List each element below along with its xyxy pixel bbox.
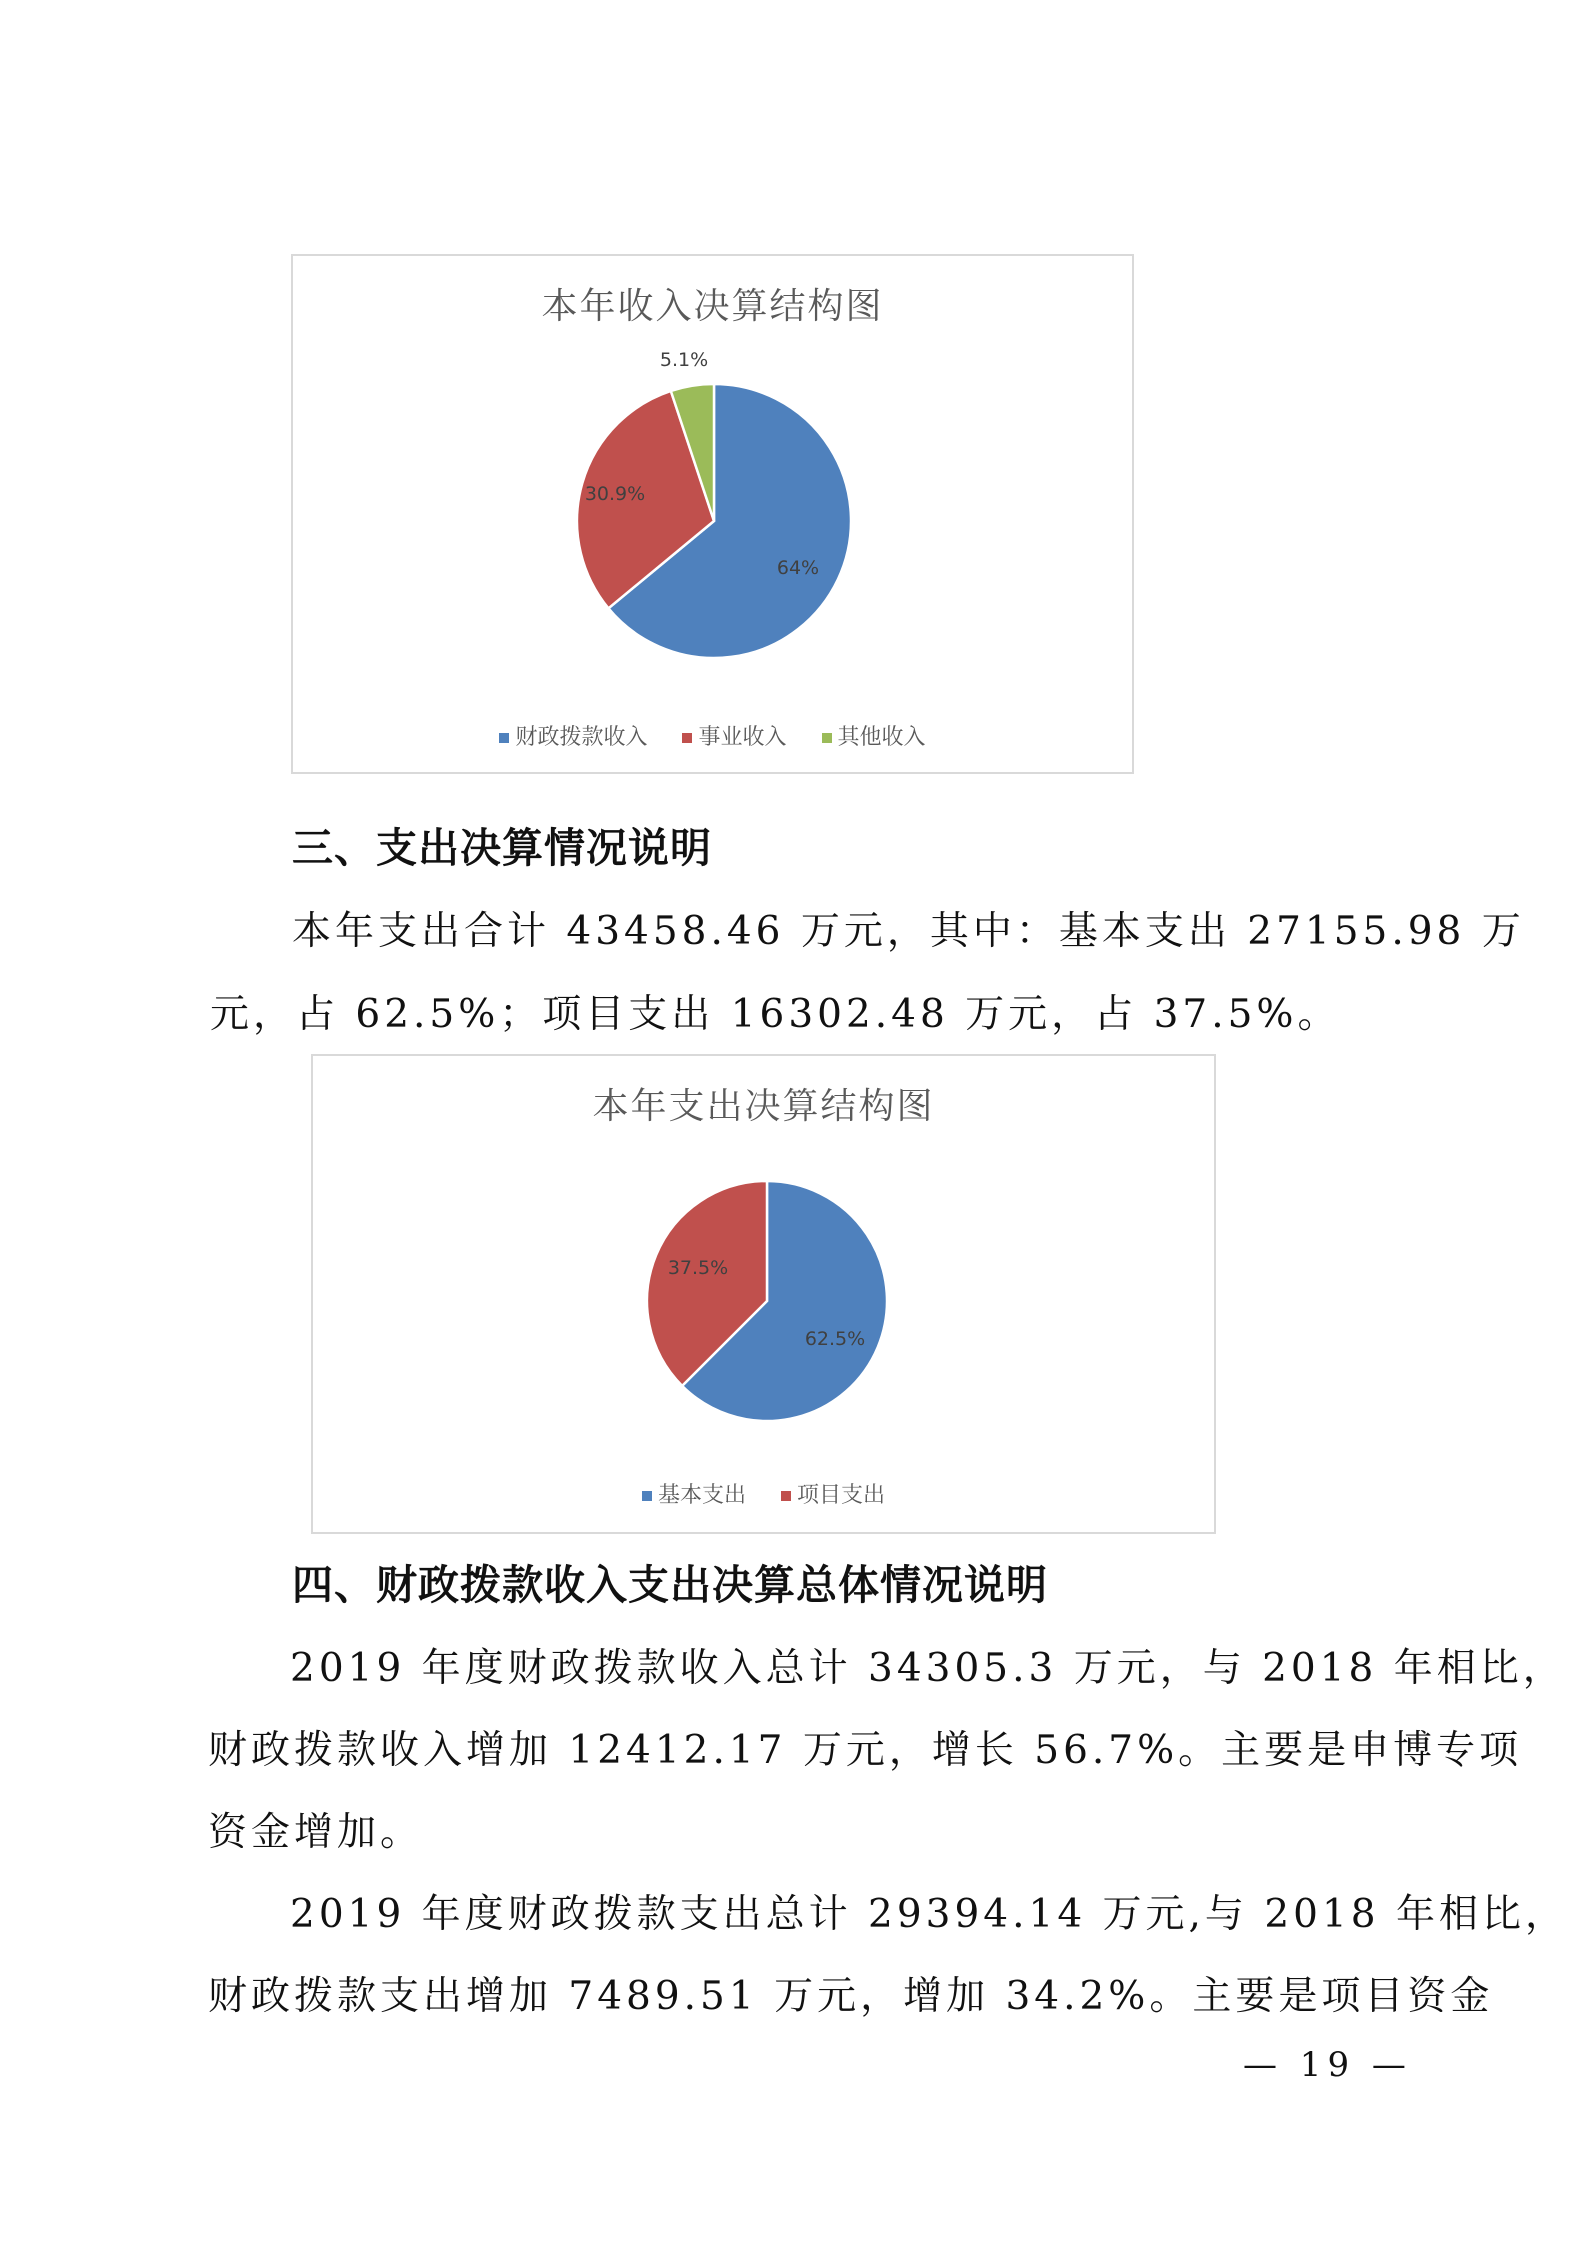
chart-title: 本年收入决算结构图 xyxy=(541,286,884,327)
paragraph-line: 元，占 62.5%；项目支出 16302.48 万元，占 37.5%。 xyxy=(210,992,1341,1037)
data-label: 64% xyxy=(776,557,820,579)
paragraph-line: 财政拨款收入增加 12412.17 万元，增长 56.7%。主要是申博专项 xyxy=(208,1728,1523,1773)
expenditure-chart xyxy=(311,1054,1216,1534)
section-heading: 三、支出决算情况说明 xyxy=(292,824,712,872)
expenditure-pie xyxy=(313,1056,1214,1532)
legend-item: 项目支出 xyxy=(781,1478,885,1509)
chart-legend xyxy=(293,720,1132,751)
paragraph-line: 资金增加。 xyxy=(208,1810,424,1855)
section-heading: 四、财政拨款收入支出决算总体情况说明 xyxy=(292,1561,1048,1609)
chart-title: 本年支出决算结构图 xyxy=(592,1086,935,1127)
legend-item: 其他收入 xyxy=(822,720,926,751)
legend-item: 基本支出 xyxy=(642,1478,746,1509)
data-label: 30.9% xyxy=(584,483,646,505)
page-number: — 19 — xyxy=(1243,2045,1412,2085)
data-label: 37.5% xyxy=(667,1257,729,1279)
income-chart xyxy=(291,254,1134,774)
data-label: 62.5% xyxy=(804,1328,866,1350)
paragraph-line: 2019 年度财政拨款支出总计 29394.14 万元,与 2018 年相比， xyxy=(290,1892,1568,1937)
data-label: 5.1% xyxy=(659,349,709,371)
income-pie xyxy=(293,256,1132,772)
paragraph-line: 财政拨款支出增加 7489.51 万元，增加 34.2%。主要是项目资金 xyxy=(208,1974,1494,2019)
chart-legend xyxy=(313,1478,1214,1509)
legend-item: 财政拨款收入 xyxy=(499,720,647,751)
legend-item: 事业收入 xyxy=(682,720,786,751)
paragraph-line: 2019 年度财政拨款收入总计 34305.3 万元，与 2018 年相比， xyxy=(290,1646,1566,1691)
paragraph-line: 本年支出合计 43458.46 万元，其中：基本支出 27155.98 万 xyxy=(292,909,1525,954)
